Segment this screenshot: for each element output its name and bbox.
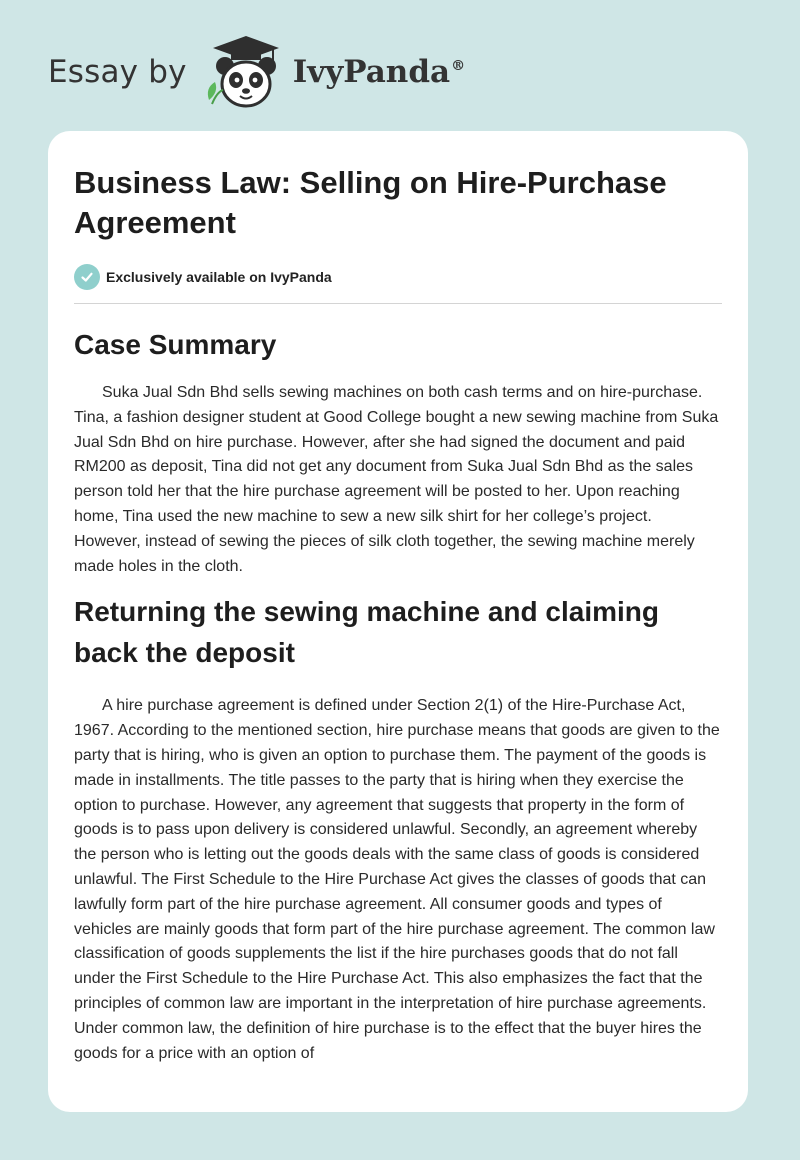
registered-mark: ® xyxy=(451,58,466,75)
site-header xyxy=(48,34,508,110)
exclusive-badge-label: Exclusively available on IvyPanda xyxy=(106,269,332,285)
section-heading-returning-machine: Returning the sewing machine and claiming back the deposit xyxy=(74,596,659,669)
section-paragraph-returning-machine: A hire purchase agreement is defined under Section 2(1) of the Hire-Purchase Act, 1967. According to the mentioned section, hire purchase means that goods are given to the party that is hiring, who is given an option to purchase them. The payment of the goods is made in installments. The title passes to the party that is hiring when they exercise the option to purchase. However, any agreement that suggests that property in the form of goods is to pass upon delivery is considered unlawful. Secondly, an agreement whereby the person who is letting out the goods deals with the same class of goods is considered unlawful. The First Schedule to the Hire Purchase Act gives the classes of goods that can lawfully form part of the hire purchase agreement. All consumer goods and types of vehicles are mainly goods that form part of the hire purchase agreement. The common law classification of goods supplements the list if the hire purchases goods that do not fall under the First Schedule to the Hire Purchase Act. This also emphasizes the fact that the principles of common law are important in the interpretation of hire purchase agreements. Under common law, the definition of hire purchase is to the effect that the buyer hires the goods for a price with an option of xyxy=(74,697,720,1062)
section-heading-case-summary: Case Summary xyxy=(74,329,277,360)
essay-title: Business Law: Selling on Hire-Purchase Agreement xyxy=(74,165,667,240)
divider xyxy=(74,303,722,304)
essay-card xyxy=(48,131,748,1112)
essay-by-label: Essay by xyxy=(48,53,187,90)
check-icon xyxy=(74,264,100,290)
panda-graduate-icon xyxy=(203,34,289,110)
section-paragraph-case-summary: Suka Jual Sdn Bhd sells sewing machines on both cash terms and on hire-purchase. Tina, a fashion designer student at Good College bought a new sewing machine from Suka Jual Sdn Bhd on hire purchase. However, after she had signed the document and paid RM200 as deposit, Tina did not get any document from Suka Jual Sdn Bhd as the sales person told her that the hire purchase agreement will be posted to her. Upon reaching home, Tina used the new machine to sew a new silk shirt for her college’s project. However, instead of sewing the pieces of silk cloth together, the sewing machine merely made holes in the cloth. xyxy=(74,384,719,575)
exclusive-badge xyxy=(74,263,722,291)
brand-name: IvyPanda® xyxy=(292,53,466,90)
